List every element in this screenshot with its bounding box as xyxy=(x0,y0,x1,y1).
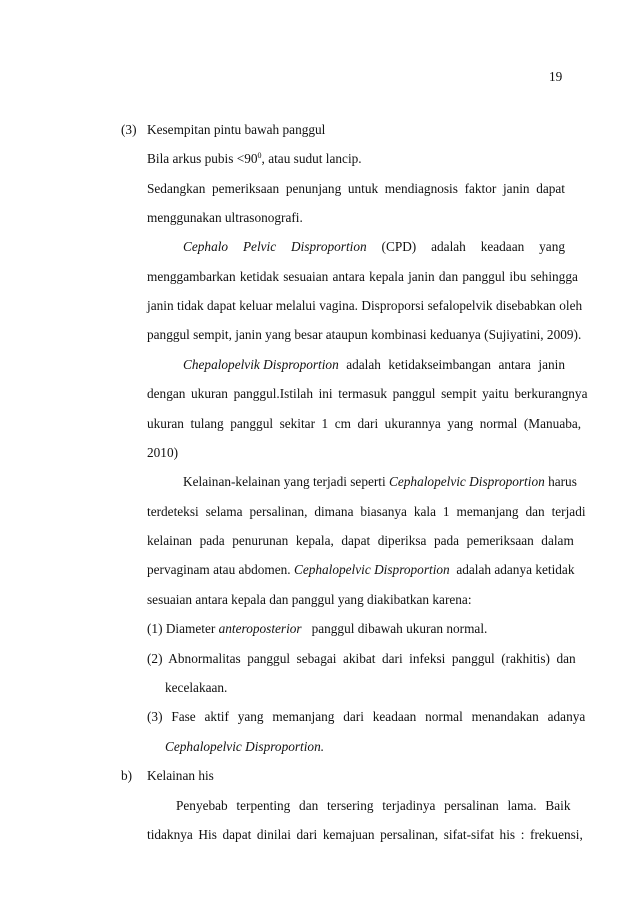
section-b-label: b) xyxy=(121,768,133,783)
degree-superscript: 0 xyxy=(257,151,262,160)
usg-line: menggunakan ultrasonografi. xyxy=(147,210,303,225)
list-item-3-line-1: (3) Fase aktif yang memanjang dari keadaan normal menandakan adanya xyxy=(147,709,586,724)
his-line-2: tidaknya His dapat dinilai dari kemajuan persalinan, sifat-sifat his : frekuensi, xyxy=(147,827,583,842)
pubis-text-end: , atau sudut lancip. xyxy=(261,151,362,166)
list-item-2-line-1: (2) Abnormalitas panggul sebagai akibat dari infeksi panggul (rakhitis) dan xyxy=(147,651,576,666)
chepa-term: Chepalopelvik Disproportion xyxy=(183,357,339,372)
item-3-label: (3) xyxy=(121,122,137,137)
pervaginam-line xyxy=(147,562,574,578)
cpd-line-3: janin tidak dapat keluar melalui vagina. Disproporsi sefalopelvik disebabkan oleh xyxy=(147,298,583,313)
kelainan-first-line xyxy=(183,474,577,490)
pubis-text: Bila arkus pubis <90 xyxy=(147,151,258,166)
kelainan-term: Cephalopelvic Disproportion xyxy=(389,474,545,489)
sedangkan-line xyxy=(147,181,565,197)
kelainan-line-2: terdeteksi selama persalinan, dimana biasanya kala 1 memanjang dan terjadi xyxy=(147,504,586,519)
pervaginam-text: pervaginam atau abdomen. xyxy=(147,562,294,577)
word: antara xyxy=(498,357,531,372)
list-item-2-line-2: kecelakaan. xyxy=(165,680,228,695)
word: ketidakseimbangan xyxy=(388,357,491,372)
list-item-1 xyxy=(147,621,487,637)
item-3-heading: Kesempitan pintu bawah panggul xyxy=(147,122,326,137)
kelainan-text: Kelainan-kelainan yang terjadi seperti xyxy=(183,474,390,489)
word: Disproportion xyxy=(291,239,367,254)
word: Sedangkan xyxy=(147,181,206,196)
page-number: 19 xyxy=(549,69,563,84)
pervaginam-term: Cephalopelvic Disproportion xyxy=(293,562,450,577)
cpd-line-2: menggambarkan ketidak sesuaian antara kepala janin dan panggul ibu sehingga xyxy=(147,269,578,284)
word: faktor xyxy=(464,181,497,196)
word: janin xyxy=(538,357,565,372)
word: adalah xyxy=(431,239,466,254)
chepa-line-4: 2010) xyxy=(147,445,179,460)
word: untuk xyxy=(347,181,379,196)
word: Cephalo xyxy=(183,239,229,254)
list-item-1-text: panggul dibawah ukuran normal. xyxy=(301,621,488,636)
word: penunjang xyxy=(285,181,342,196)
kelainan-line-3: kelainan pada penurunan kepala, dapat diperiksa pada pemeriksaan dalam xyxy=(147,533,574,548)
word: janin xyxy=(502,181,530,196)
section-b-heading: Kelainan his xyxy=(147,768,214,783)
list-item-1-term: anteroposterior xyxy=(218,621,302,636)
list-item-3-line-2: Cephalopelvic Disproportion. xyxy=(165,739,325,754)
list-item-1-label: (1) Diameter xyxy=(147,621,219,636)
word: yang xyxy=(539,239,565,254)
word: keadaan xyxy=(480,239,525,254)
word: adalah xyxy=(346,357,381,372)
chepa-line-3: ukuran tulang panggul sekitar 1 cm dari ukurannya yang normal (Manuaba, xyxy=(147,416,582,431)
word: pemeriksaan xyxy=(211,181,280,196)
kelainan-end: harus xyxy=(544,474,577,489)
pubis-line xyxy=(147,151,362,169)
pervaginam-end: adalah adanya ketidak xyxy=(449,562,575,577)
word: mendiagnosis xyxy=(384,181,458,196)
chepa-first-line xyxy=(183,357,565,373)
sesuaian-line: sesuaian antara kepala dan panggul yang diakibatkan karena: xyxy=(147,592,472,607)
his-line-1: Penyebab terpenting dan tersering terjadinya persalinan lama. Baik xyxy=(176,798,571,813)
word: (CPD) xyxy=(381,239,417,254)
chepa-line-2: dengan ukuran panggul.Istilah ini termasuk panggul sempit yaitu berkurangnya xyxy=(147,386,588,401)
word: Pelvic xyxy=(242,239,277,254)
cpd-first-line xyxy=(183,239,565,255)
word: dapat xyxy=(536,181,565,196)
cpd-line-4: panggul sempit, janin yang besar ataupun kombinasi keduanya (Sujiyatini, 2009). xyxy=(147,327,582,342)
